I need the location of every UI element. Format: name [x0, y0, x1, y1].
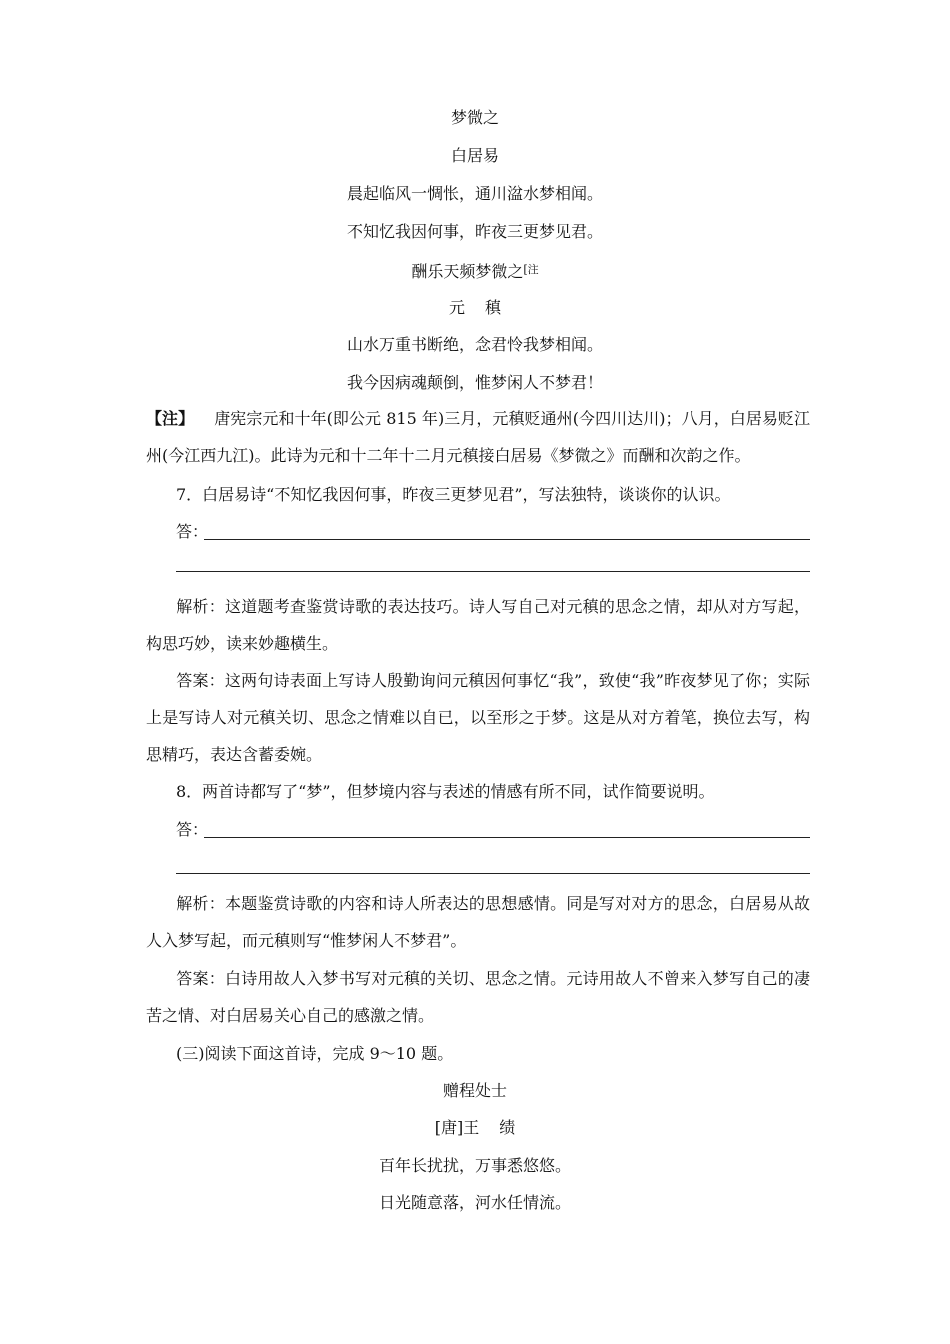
poem3-title: 赠程处士: [442, 1081, 507, 1100]
poem1-title: 梦微之: [450, 108, 499, 127]
poem2-line-1: 山水万重书断绝，念君怜我梦相闻。: [346, 335, 603, 354]
poem2-author-char-1: 元: [448, 298, 465, 317]
note-text: 唐宪宗元和十年(即公元 815 年)三月，元稹贬通州(今四川达川)；八月，白居易贬江州(今江西九江)。此诗为元和十二年十二月元稹接白居易《梦微之》而酬和次韵之作。: [146, 409, 810, 465]
poem2-author-char-2: 稹: [485, 298, 502, 317]
poem2-title: 酬乐天频梦微之: [411, 262, 524, 281]
poem2-title-row: [140, 259, 810, 283]
q7-analysis-text: 解析：这道题考查鉴赏诗歌的表达技巧。诗人写自己对元稹的思念之情，却从对方写起，构思巧妙，读来妙趣横生。: [146, 597, 810, 653]
poem3-author: [140, 1117, 810, 1139]
q7-answer-label: 答：: [176, 522, 209, 541]
note-label: 【注】: [146, 409, 195, 428]
q7-answer-field[interactable]: [176, 521, 810, 543]
q7-answer-line-2: [176, 571, 810, 572]
poem3-author-part-2: 绩: [499, 1118, 516, 1137]
section3-intro: [146, 1035, 810, 1072]
poem1-line-2: 不知忆我因何事，昨夜三更梦见君。: [346, 222, 603, 241]
q8-analysis-text: 解析：本题鉴赏诗歌的内容和诗人所表达的思想感情。同是写对对方的思念，白居易从故人入梦写起，而元稹则写“惟梦闲人不梦君”。: [146, 894, 810, 950]
poem3-author-part-1: [唐]王: [434, 1118, 480, 1137]
note-paragraph: [146, 400, 810, 474]
poem1-author: 白居易: [450, 146, 499, 165]
q7-question-text: 7．白居易诗“不知忆我因何事，昨夜三更梦见君”，写法独特，谈谈你的认识。: [176, 485, 731, 504]
q7-question: [146, 476, 810, 513]
section3-intro-text: (三)阅读下面这首诗，完成 9～10 题。: [176, 1044, 454, 1063]
poem2-line-2: 我今因病魂颠倒，惟梦闲人不梦君！: [346, 373, 603, 392]
q7-analysis: [146, 588, 810, 662]
poem3-line-2: 日光随意落，河水任情流。: [378, 1193, 571, 1212]
poem2-note-mark: [注: [523, 263, 539, 276]
poem3-line-1: 百年长扰扰，万事悉悠悠。: [378, 1156, 571, 1175]
q8-analysis: [146, 885, 810, 959]
q8-answer-text: 答案：白诗用故人入梦书写对元稹的关切、思念之情。元诗用故人不曾来入梦写自己的凄苦之情、对白居易关心自己的感激之情。: [146, 969, 810, 1025]
poem2-author: [140, 297, 810, 319]
q8-answer: [146, 960, 810, 1034]
q8-question: [146, 773, 810, 810]
q8-answer-line-2: [176, 873, 810, 874]
q8-answer-label: 答：: [176, 820, 209, 839]
poem1-line-1: 晨起临风一惆怅，通川湓水梦相闻。: [346, 184, 603, 203]
q7-answer: [146, 662, 810, 773]
q8-question-text: 8．两首诗都写了“梦”，但梦境内容与表述的情感有所不同，试作简要说明。: [176, 782, 715, 801]
q8-answer-field[interactable]: [176, 819, 810, 841]
q7-answer-line-1: [204, 539, 810, 540]
q8-answer-line-1: [204, 837, 810, 838]
q7-answer-text: 答案：这两句诗表面上写诗人殷勤询问元稹因何事忆“我”，致使“我”昨夜梦见了你；实际上是写诗人对元稹关切、思念之情难以自已，以至形之于梦。这是从对方着笔，换位去写，构思精巧，表达含蓄委婉。: [146, 671, 810, 764]
